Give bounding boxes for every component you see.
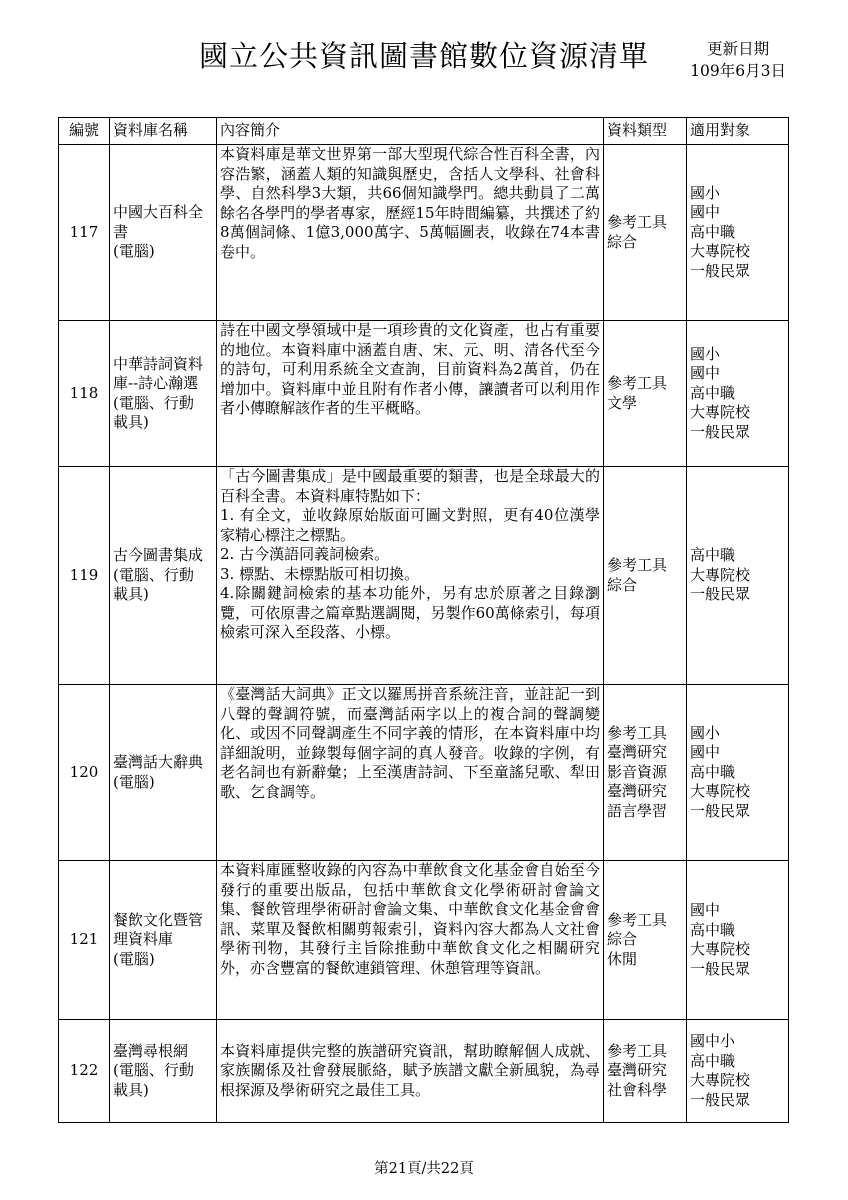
resource-type xyxy=(604,321,687,467)
name-line: (電腦、行動 xyxy=(113,393,194,412)
description-line: 4.除關鍵詞檢索的基本功能外，另有忠於原著之目錄瀏覽，可依原書之篇章點選調閱，另製作60萬條索引，每項檢索可深入至段落、小標。 xyxy=(220,584,600,641)
audience-item: 高中職 xyxy=(690,546,736,565)
resource-type xyxy=(604,145,687,321)
database-name xyxy=(110,145,217,321)
audience-item: 大專院校 xyxy=(690,940,751,958)
resource-type xyxy=(604,861,687,1020)
audience-item: 國中小 xyxy=(690,1032,736,1050)
header-number: 編號 xyxy=(59,118,110,145)
name-line: 載具) xyxy=(113,413,149,431)
name-line: (電腦) xyxy=(113,772,155,791)
audience-item: 大專院校 xyxy=(690,403,751,422)
name-line: 載具) xyxy=(113,1080,149,1099)
audience-item: 大專院校 xyxy=(690,242,751,261)
row-number: 118 xyxy=(59,321,110,467)
audience-item: 一般民眾 xyxy=(690,422,751,441)
type-item: 語言學習 xyxy=(607,801,668,820)
type-item: 綜合 xyxy=(607,232,638,251)
audience-item: 高中職 xyxy=(690,222,736,241)
type-item: 綜合 xyxy=(607,930,638,949)
page-title: 國立公共資訊圖書館數位資源清單 xyxy=(198,39,649,73)
name-line: 書 xyxy=(113,222,129,241)
database-name xyxy=(110,1020,217,1123)
resource-type xyxy=(604,1020,687,1123)
name-line: 中國大百科全 xyxy=(113,203,204,222)
audience-item: 國中 xyxy=(690,364,721,383)
audience xyxy=(687,1020,789,1123)
name-line: 臺灣尋根網 xyxy=(113,1041,189,1060)
page-number: 第21頁/共22頁 xyxy=(374,1161,474,1177)
description: 《臺灣話大詞典》正文以羅馬拼音系統注音，並註記一到八聲的聲調符號，而臺灣話兩字以上的複合詞的聲調變化、或因不同聲調產生不同字義的情形，在本資料庫中均詳細說明，並錄製每個字詞的真人發音。收錄的字例，有老名詞也有新辭彙；上至漢唐詩詞、下至童謠兒歌、犁田歌、乞食調等。 xyxy=(217,685,604,861)
description-line: 1. 有全文，並收錄原始版面可圖文對照，更有40位漢學家精心標注之標點。 xyxy=(220,506,600,544)
type-item: 參考工具 xyxy=(607,723,668,742)
table-row xyxy=(59,467,789,685)
type-item: 休閒 xyxy=(607,949,638,968)
name-line: 載具) xyxy=(113,585,149,604)
resource-type xyxy=(604,467,687,685)
audience-item: 國中 xyxy=(690,203,721,222)
database-name xyxy=(110,685,217,861)
audience-item: 高中職 xyxy=(690,383,736,402)
table-row xyxy=(59,145,789,321)
update-label: 更新日期 xyxy=(707,40,770,58)
audience-item: 國小 xyxy=(690,723,721,742)
audience xyxy=(687,321,789,467)
audience-item: 大專院校 xyxy=(690,565,751,584)
description: 本資料庫提供完整的族譜研究資訊，幫助瞭解個人成就、家族關係及社會發展脈絡，賦予族譜文獻全新風貌，為尋根探源及學術研究之最佳工具。 xyxy=(217,1020,604,1123)
name-line: (電腦) xyxy=(113,242,155,261)
type-item: 社會科學 xyxy=(607,1080,668,1099)
description xyxy=(217,467,604,685)
audience xyxy=(687,145,789,321)
audience-item: 一般民眾 xyxy=(690,585,751,604)
audience-item: 國中 xyxy=(690,743,721,762)
description: 本資料庫是華文世界第一部大型現代綜合性百科全書，內容浩繁，涵蓋人類的知識與歷史，含括人文學科、社會科學、自然科學3大類，共66個知識學門。總共動員了二萬餘名各學門的學者專家，歷經15年時間編纂，共撰述了約8萬個詞條、1億3,000萬字、5萬幅圖表，收錄在74本書卷中。 xyxy=(217,145,604,321)
type-item: 臺灣研究 xyxy=(607,1061,668,1080)
audience xyxy=(687,861,789,1020)
type-item: 參考工具 xyxy=(607,910,668,929)
name-line: 中華詩詞資料 xyxy=(113,354,204,373)
audience-item: 高中職 xyxy=(690,762,736,781)
name-line: 餐飲文化暨管 xyxy=(113,910,204,929)
type-item: 參考工具 xyxy=(607,1041,668,1060)
database-name xyxy=(110,321,217,467)
header-database-name: 資料庫名稱 xyxy=(110,118,217,145)
name-line: 古今圖書集成 xyxy=(113,546,204,565)
audience-item: 一般民眾 xyxy=(690,1090,751,1109)
name-line: (電腦、行動 xyxy=(113,565,194,584)
header-audience: 適用對象 xyxy=(687,118,789,145)
row-number: 121 xyxy=(59,861,110,1020)
row-number: 119 xyxy=(59,467,110,685)
type-item: 臺灣研究 xyxy=(607,743,668,762)
audience-item: 大專院校 xyxy=(690,1071,751,1089)
table-row xyxy=(59,685,789,861)
type-item: 參考工具 xyxy=(607,213,668,231)
table-row xyxy=(59,1020,789,1123)
name-line: 臺灣話大辭典 xyxy=(113,753,204,771)
update-info xyxy=(690,38,786,82)
type-item: 影音資源 xyxy=(607,762,668,781)
description-line: 3. 標點、未標點版可相切換。 xyxy=(220,564,420,583)
database-name xyxy=(110,861,217,1020)
audience-item: 一般民眾 xyxy=(690,801,751,820)
update-date: 109年6月3日 xyxy=(690,62,786,80)
row-number: 120 xyxy=(59,685,110,861)
table-header-row xyxy=(59,118,789,145)
database-name xyxy=(110,467,217,685)
header-description: 內容簡介 xyxy=(217,118,604,145)
name-line: 庫--詩心瀚選 xyxy=(113,374,199,392)
name-line: (電腦、行動 xyxy=(113,1061,194,1080)
audience-item: 一般民眾 xyxy=(690,261,751,280)
name-line: (電腦) xyxy=(113,949,155,968)
type-item: 參考工具 xyxy=(607,556,668,574)
type-item: 綜合 xyxy=(607,575,638,594)
audience-item: 國小 xyxy=(690,183,721,202)
row-number: 117 xyxy=(59,145,110,321)
table-row xyxy=(59,861,789,1020)
audience xyxy=(687,467,789,685)
description: 本資料庫匯整收錄的內容為中華飲食文化基金會自始至今發行的重要出版品，包括中華飲食文化學術研討會論文集、餐飲管理學術研討會論文集、中華飲食文化基金會會訊、菜單及餐飲相關剪報索引，資料內容大都為人文社會學術刊物，其發行主旨除推動中華飲食文化之相關研究外，亦含豐富的餐飲連鎖管理、休憩管理等資訊。 xyxy=(217,861,604,1020)
description: 詩在中國文學領域中是一項珍貴的文化資產，也占有重要的地位。本資料庫中涵蓋自唐、宋、元、明、清各代至今的詩句，可利用系統全文查詢，目前資料為2萬首，仍在增加中。資料庫中並且附有作者小傳，讓讀者可以利用作者小傳瞭解該作者的生平概略。 xyxy=(217,321,604,467)
audience-item: 國中 xyxy=(690,901,721,919)
resource-table xyxy=(58,117,789,1123)
header-resource-type: 資料類型 xyxy=(604,118,687,145)
row-number: 122 xyxy=(59,1020,110,1123)
audience xyxy=(687,685,789,861)
description-line: 2. 古今漢語同義詞檢索。 xyxy=(220,545,390,563)
resource-type xyxy=(604,685,687,861)
audience-item: 國小 xyxy=(690,344,721,363)
audience-item: 一般民眾 xyxy=(690,959,751,978)
type-item: 臺灣研究 xyxy=(607,782,668,801)
type-item: 文學 xyxy=(607,393,638,412)
table-row xyxy=(59,321,789,467)
audience-item: 高中職 xyxy=(690,920,736,939)
description-line: 「古今圖書集成」是中國最重要的類書，也是全球最大的百科全書。本資料庫特點如下： xyxy=(220,467,600,505)
type-item: 參考工具 xyxy=(607,374,668,392)
name-line: 理資料庫 xyxy=(113,930,174,949)
audience-item: 高中職 xyxy=(690,1051,736,1070)
audience-item: 大專院校 xyxy=(690,782,751,801)
